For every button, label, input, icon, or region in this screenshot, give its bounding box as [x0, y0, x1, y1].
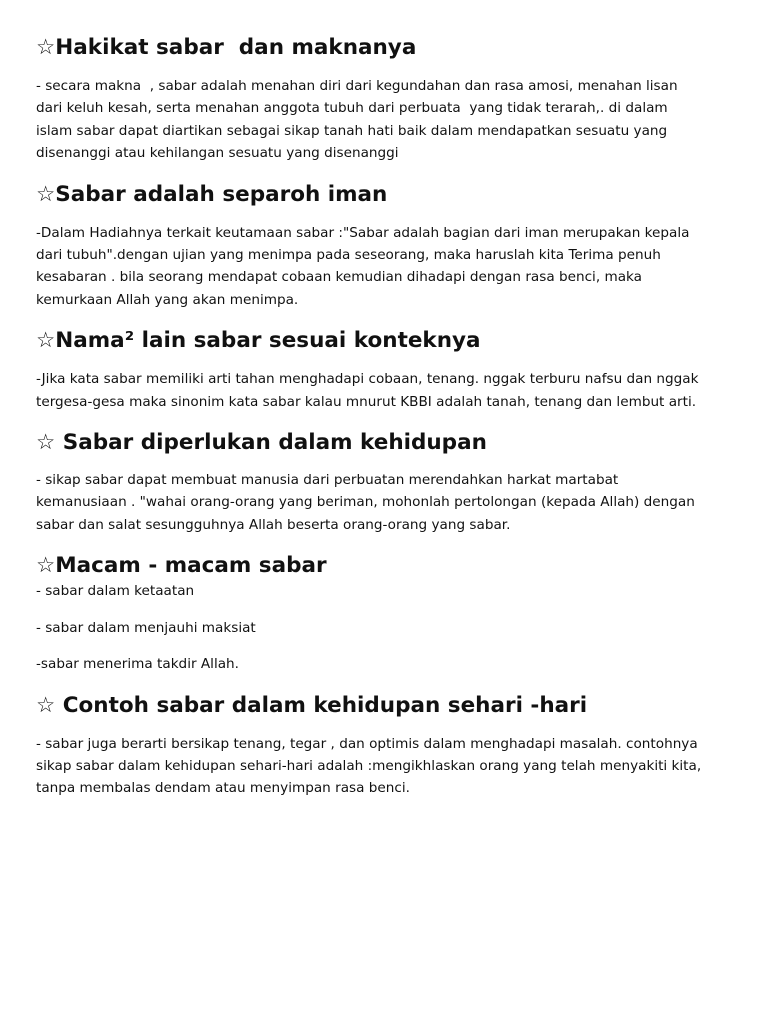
paragraph-line: disenanggi atau kehilangan sesuatu yang disenanggi	[36, 145, 399, 162]
section-heading: ☆Hakikat sabar dan maknanya	[36, 35, 417, 60]
section-heading: ☆Nama² lain sabar sesuai konteknya	[36, 328, 481, 354]
section-macam-sabar	[36, 552, 736, 675]
paragraph-line: islam sabar dapat diartikan sebagai sikap tanah hati baik dalam mendapatkan sesuatu yang	[36, 122, 668, 139]
section-paragraph	[36, 469, 736, 536]
section-nama-lain-sabar	[36, 327, 736, 413]
section-paragraph	[36, 733, 736, 800]
section-heading: ☆ Sabar diperlukan dalam kehidupan	[36, 430, 487, 456]
list-item: - sabar dalam ketaatan	[36, 583, 195, 600]
paragraph-line: - sabar juga berarti bersikap tenang, tegar , dan optimis dalam menghadapi masalah. contohnya	[36, 735, 698, 752]
section-heading: ☆Sabar adalah separoh iman	[36, 181, 388, 207]
paragraph-line: tanpa membalas dendam atau menyimpan rasa benci.	[36, 780, 410, 797]
paragraph-line: sikap sabar dalam kehidupan sehari-hari adalah :mengikhlaskan orang yang telah menyakiti kita,	[36, 757, 702, 774]
section-contoh-sabar	[36, 692, 736, 800]
paragraph-line: dari tubuh".dengan ujian yang menimpa pada seseorang, maka haruslah kita Terima penuh	[36, 247, 661, 264]
section-hakikat-sabar	[36, 34, 736, 165]
paragraph-line: - secara makna , sabar adalah menahan diri dari kegundahan dan rasa amosi, menahan lisan	[36, 78, 678, 94]
section-paragraph	[36, 75, 736, 165]
section-heading: ☆ Contoh sabar dalam kehidupan sehari -hari	[36, 692, 588, 718]
paragraph-line: sabar dan salat sesungguhnya Allah beserta orang-orang yang sabar.	[36, 516, 511, 533]
paragraph-line: kemurkaan Allah yang akan menimpa.	[36, 291, 299, 308]
section-separoh-iman	[36, 181, 736, 312]
section-sabar-diperlukan	[36, 429, 736, 536]
paragraph-line: - sikap sabar dapat membuat manusia dari perbuatan merendahkan harkat martabat	[36, 472, 619, 489]
document-page	[36, 34, 736, 800]
section-heading: ☆Macam - macam sabar	[36, 553, 327, 579]
list-item: -sabar menerima takdir Allah.	[36, 656, 239, 673]
paragraph-line: -Dalam Hadiahnya terkait keutamaan sabar :"Sabar adalah bagian dari iman merupakan kepala	[36, 224, 690, 241]
section-paragraph	[36, 222, 736, 312]
paragraph-line: tergesa-gesa maka sinonim kata sabar kalau mnurut KBBI adalah tanah, tenang dan lembut arti.	[36, 393, 697, 410]
paragraph-line: -Jika kata sabar memiliki arti tahan menghadapi cobaan, tenang. nggak terburu nafsu dan nggak	[36, 371, 699, 388]
section-paragraph	[36, 368, 736, 413]
paragraph-line: kesabaran . bila seorang mendapat cobaan kemudian dihadapi dengan rasa benci, maka	[36, 269, 643, 286]
paragraph-line: kemanusiaan . "wahai orang-orang yang beriman, mohonlah pertolongan (kepada Allah) dengan	[36, 494, 695, 511]
paragraph-line: dari keluh kesah, serta menahan anggota tubuh dari perbuata yang tidak terarah,. di dalam	[36, 100, 668, 117]
list-item: - sabar dalam menjauhi maksiat	[36, 619, 256, 636]
